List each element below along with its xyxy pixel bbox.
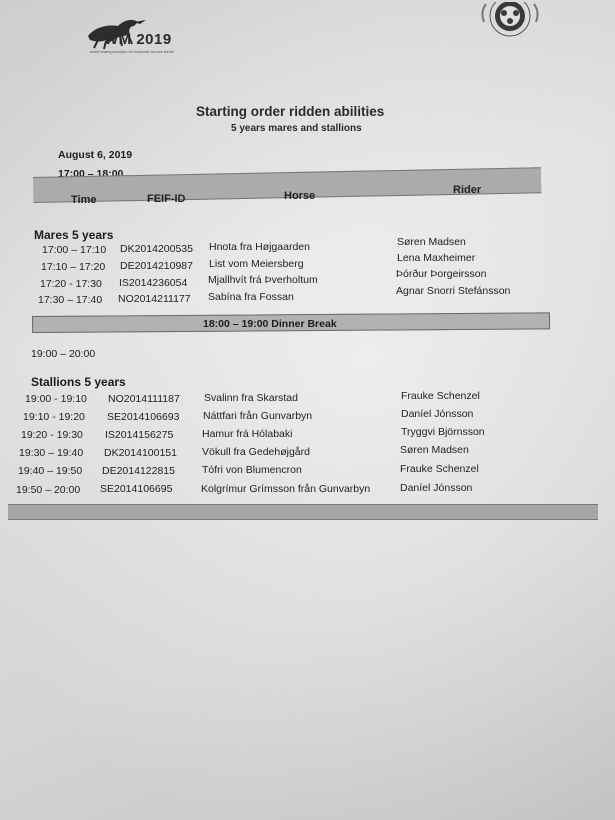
header-time: Time	[71, 194, 97, 206]
row-horse: Mjallhvít frá Þverholtum	[208, 274, 318, 286]
row-rider: Daníel Jónsson	[400, 482, 473, 494]
session-time: 17:00 – 18:00	[58, 168, 124, 180]
table-footer-bar	[8, 504, 598, 520]
event-date: August 6, 2019	[58, 149, 133, 161]
row-rider: Lena Maxheimer	[397, 252, 476, 264]
logo-text: WM 2019	[104, 31, 172, 48]
row-feif-id: DE2014210987	[120, 260, 193, 272]
row-horse: Tófri von Blumencron	[202, 464, 302, 476]
dinner-break-label: 18:00 – 19:00 Dinner Break	[203, 318, 337, 330]
row-time: 19:30 – 19:40	[19, 447, 84, 459]
header-feif-id: FEIF-ID	[147, 193, 186, 205]
document-subtitle: 5 years mares and stallions	[231, 123, 362, 134]
row-rider: Frauke Schenzel	[401, 390, 480, 402]
row-feif-id: SE2014106693	[107, 411, 180, 423]
row-time: 19:40 – 19:50	[18, 465, 83, 477]
row-rider: Søren Madsen	[397, 236, 466, 248]
row-horse: Svalinn fra Skarstad	[204, 392, 298, 404]
stallions-section-title: Stallions 5 years	[31, 375, 126, 389]
row-horse: List vom Meiersberg	[209, 258, 304, 270]
row-feif-id: IS2014156275	[105, 429, 174, 441]
row-rider: Daníel Jónsson	[401, 408, 474, 420]
row-time: 17:00 – 17:10	[42, 244, 107, 256]
mares-section-title: Mares 5 years	[34, 228, 114, 242]
row-horse: Hnota fra Højgaarden	[209, 241, 310, 253]
row-rider: Tryggvi Björnsson	[401, 426, 485, 438]
row-horse: Kolgrímur Grímsson från Gunvarbyn	[201, 483, 371, 495]
row-rider: Frauke Schenzel	[400, 463, 479, 475]
row-feif-id: NO2014211177	[118, 293, 191, 305]
row-horse: Vökull fra Gedehøjgård	[202, 446, 310, 458]
row-time: 17:20 - 17:30	[40, 278, 102, 290]
wm2019-logo	[84, 14, 234, 58]
row-feif-id: DE2014122815	[102, 465, 175, 477]
row-rider: Þórður Þorgeirsson	[396, 268, 487, 280]
logo-subtitle: world championships for icelandic horses berlin	[90, 49, 174, 54]
federation-seal-icon	[474, 2, 546, 38]
row-rider: Agnar Snorri Stefánsson	[396, 285, 511, 297]
row-horse: Sabína fra Fossan	[208, 291, 294, 303]
row-time: 17:30 – 17:40	[38, 294, 103, 306]
row-horse: Náttfari från Gunvarbyn	[203, 410, 313, 422]
row-feif-id: DK2014200535	[120, 243, 193, 255]
row-feif-id: IS2014236054	[119, 277, 188, 289]
row-time: 19:10 - 19:20	[23, 411, 85, 423]
header-rider: Rider	[453, 184, 482, 196]
row-time: 19:50 – 20:00	[16, 484, 81, 496]
row-feif-id: NO2014111187	[108, 393, 180, 405]
block-time: 19:00 – 20:00	[31, 348, 96, 360]
document-title: Starting order ridden abilities	[196, 104, 385, 119]
row-time: 17:10 – 17:20	[41, 261, 106, 273]
row-feif-id: SE2014106695	[100, 483, 173, 495]
row-time: 19:00 - 19:10	[25, 393, 87, 405]
row-rider: Søren Madsen	[400, 444, 469, 456]
row-horse: Hamur frá Hólabaki	[202, 428, 293, 440]
header-horse: Horse	[284, 190, 316, 202]
row-feif-id: DK2014100151	[104, 447, 177, 459]
row-time: 19:20 - 19:30	[21, 429, 83, 441]
